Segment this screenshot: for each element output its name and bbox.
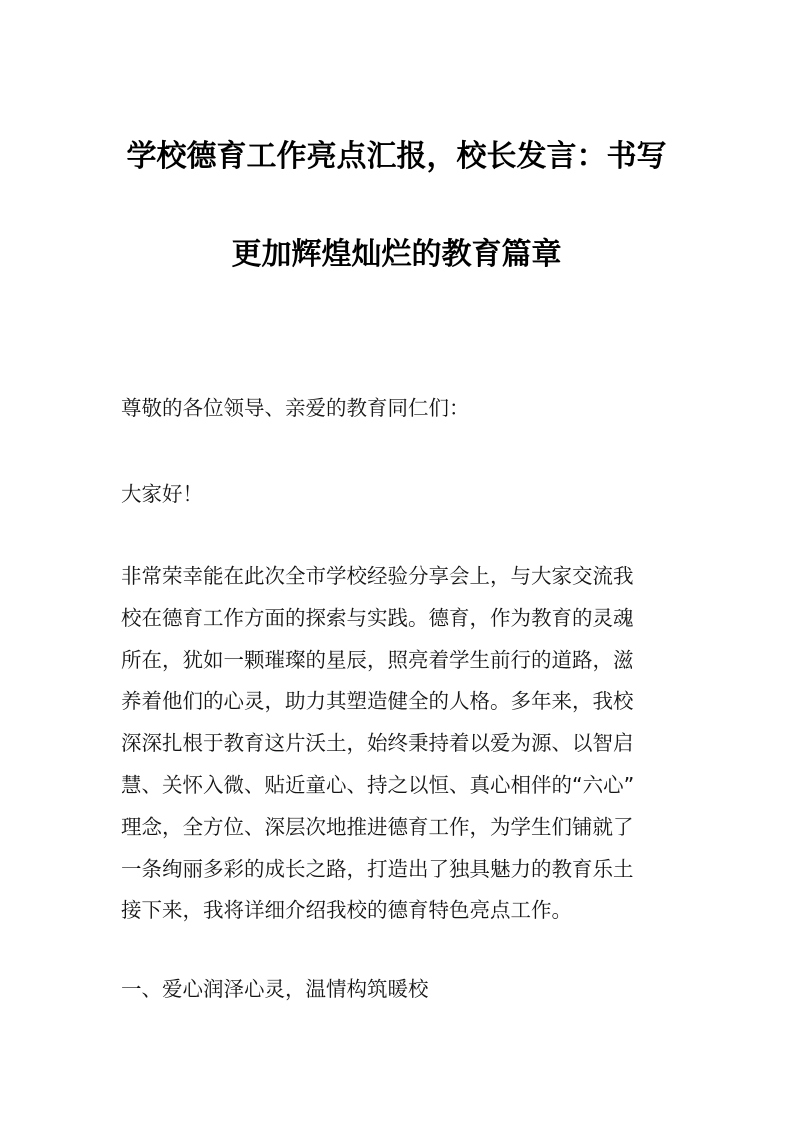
paragraph-line: 慧、关怀入微、贴近童心、持之以恒、真心相伴的“六心” — [121, 772, 635, 797]
paragraph-line: 所在，犹如一颗璀璨的星辰，照亮着学生前行的道路，滋 — [121, 647, 634, 672]
paragraph-line: 理念，全方位、深层次地推进德育工作，为学生们铺就了 — [121, 814, 634, 839]
paragraph-line: 校在德育工作方面的探索与实践。德育，作为教育的灵魂 — [121, 605, 634, 630]
paragraph-line: 接下来，我将详细介绍我校的德育特色亮点工作。 — [121, 898, 572, 923]
greeting — [121, 474, 681, 516]
section-heading — [121, 969, 681, 1011]
paragraph-line: 非常荣幸能在此次全市学校经验分享会上，与大家交流我 — [121, 564, 634, 588]
document-title-line-2: 更加辉煌灿烂的教育篇章 — [231, 237, 562, 272]
paragraph-line: 养着他们的心灵，助力其塑造健全的人格。多年来，我校 — [121, 689, 634, 714]
document-title-line-1: 学校德育工作亮点汇报，校长发言：书写 — [126, 139, 667, 174]
greeting-text: 大家好！ — [121, 482, 203, 506]
section-heading-text: 一、爱心润泽心灵，温情构筑暖校 — [121, 977, 429, 1001]
salutation-text: 尊敬的各位领导、亲爱的教育同仁们： — [121, 396, 470, 420]
salutation — [121, 388, 681, 430]
body-paragraph — [121, 556, 681, 932]
paragraph-line: 深深扎根于教育这片沃土，始终秉持着以爱为源、以智启 — [121, 731, 634, 756]
paragraph-line: 一条绚丽多彩的成长之路，打造出了独具魅力的教育乐土 — [121, 856, 634, 881]
